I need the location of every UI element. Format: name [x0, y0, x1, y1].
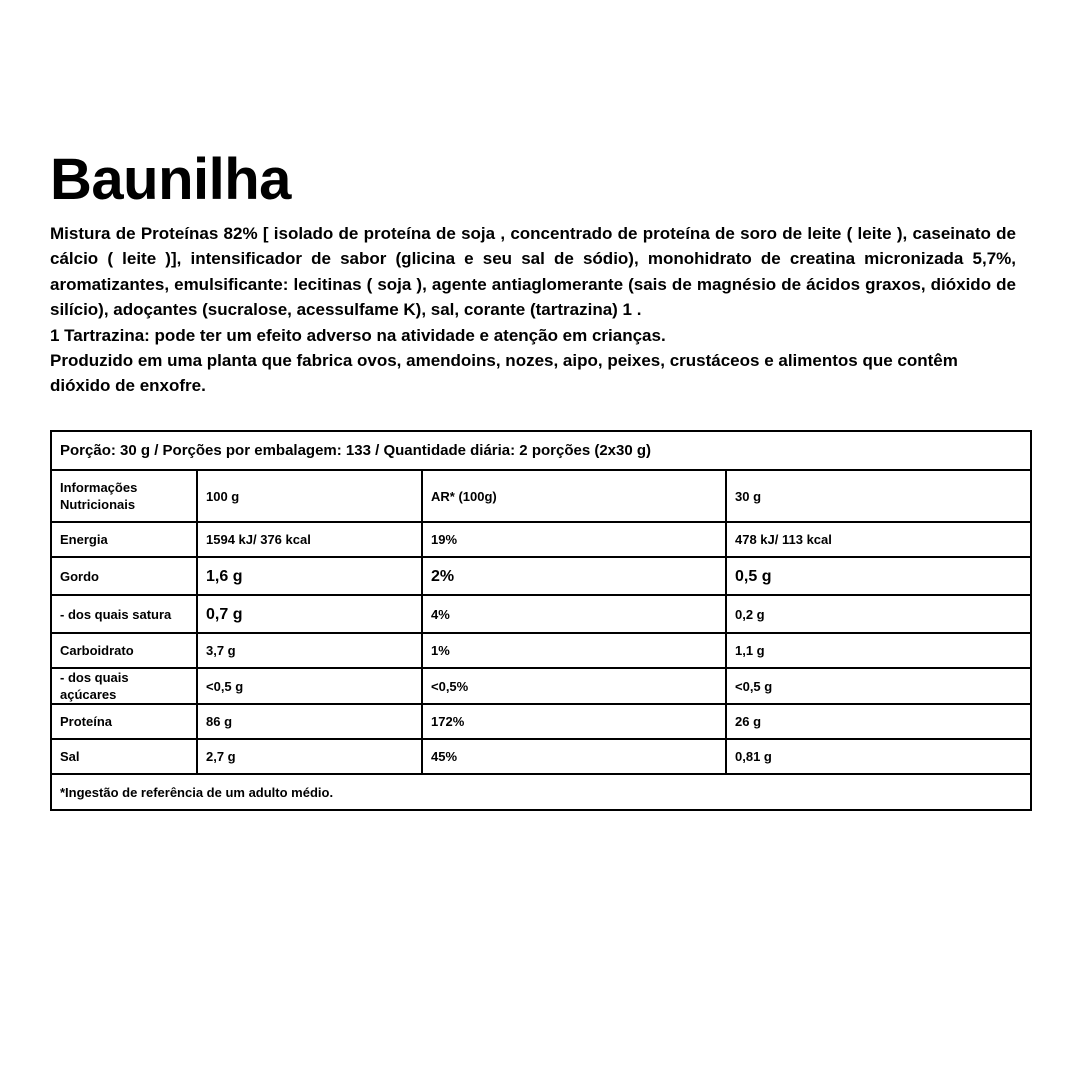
value-30g: 0,81 g [726, 739, 1031, 774]
table-row [51, 739, 1031, 774]
value-ar: 1% [422, 633, 726, 668]
value-100g: 1,6 g [197, 557, 422, 595]
table-row [51, 668, 1031, 704]
ingredients-list: Mistura de Proteínas 82% [ isolado de proteína de soja , concentrado de proteína de soro de leite ( leite ), caseinato de cálcio ( leite )], intensificador de sabor (glicina e seu sal de sódio), monohidrato de creatina micronizada 5,7%, aromatizantes, emulsificante: lecitinas ( soja ), agente antiaglomerante (sais de magnésio de ácidos graxos, dióxido de silício), adoçantes (sucralose, acessulfame K), sal, corante (tartrazina) 1 . [50, 224, 1016, 320]
value-30g: 478 kJ/ 113 kcal [726, 522, 1031, 557]
serving-row [51, 431, 1031, 470]
footnote-row [51, 774, 1031, 810]
nutrition-table [50, 430, 1032, 811]
tartrazine-warning: 1 Tartrazina: pode ter um efeito adverso na atividade e atenção em crianças. [50, 325, 666, 345]
value-30g: 1,1 g [726, 633, 1031, 668]
header-30g: 30 g [726, 470, 1031, 522]
value-ar: <0,5% [422, 668, 726, 704]
value-100g: <0,5 g [197, 668, 422, 704]
nutrient-label: - dos quais açúcares [51, 668, 197, 704]
nutrient-label: Gordo [51, 557, 197, 595]
value-ar: 4% [422, 595, 726, 633]
value-100g: 3,7 g [197, 633, 422, 668]
nutrient-label: Sal [51, 739, 197, 774]
header-label: Informações Nutricionais [51, 470, 197, 522]
table-header-row [51, 470, 1031, 522]
header-ar: AR* (100g) [422, 470, 726, 522]
nutrient-label: Proteína [51, 704, 197, 739]
table-row [51, 595, 1031, 633]
product-title: Baunilha [50, 147, 291, 212]
value-30g: 26 g [726, 704, 1031, 739]
value-100g: 0,7 g [197, 595, 422, 633]
nutrient-label: Carboidrato [51, 633, 197, 668]
nutrient-label: Energia [51, 522, 197, 557]
value-100g: 86 g [197, 704, 422, 739]
table-row [51, 704, 1031, 739]
header-100g: 100 g [197, 470, 422, 522]
table-row [51, 557, 1031, 595]
value-ar: 19% [422, 522, 726, 557]
value-ar: 45% [422, 739, 726, 774]
value-30g: <0,5 g [726, 668, 1031, 704]
value-100g: 1594 kJ/ 376 kcal [197, 522, 422, 557]
footnote: *Ingestão de referência de um adulto médio. [51, 774, 1031, 810]
table-row [51, 522, 1031, 557]
value-100g: 2,7 g [197, 739, 422, 774]
table-row [51, 633, 1031, 668]
serving-info: Porção: 30 g / Porções por embalagem: 133 / Quantidade diária: 2 porções (2x30 g) [51, 431, 1031, 470]
value-30g: 0,5 g [726, 557, 1031, 595]
allergen-notice: Produzido em uma planta que fabrica ovos, amendoins, nozes, aipo, peixes, crustáceos e alimentos que contêm dióxido de enxofre. [50, 351, 958, 396]
value-ar: 172% [422, 704, 726, 739]
ingredients-text [50, 221, 1016, 399]
value-ar: 2% [422, 557, 726, 595]
nutrient-label: - dos quais satura [51, 595, 197, 633]
value-30g: 0,2 g [726, 595, 1031, 633]
